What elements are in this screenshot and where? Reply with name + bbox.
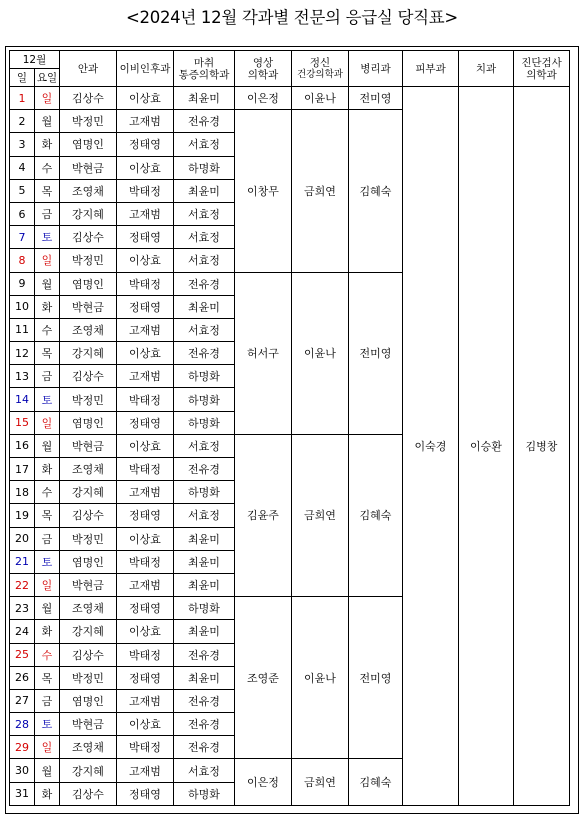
header-ophthalmology: 안과 <box>60 51 117 87</box>
ophthalmology-cell: 김상수 <box>60 365 117 388</box>
ent-cell: 이상효 <box>117 434 174 457</box>
anesthesiology-cell: 서효정 <box>174 249 235 272</box>
pathology-cell: 김혜숙 <box>349 759 403 805</box>
pathology-cell: 전미영 <box>349 272 403 434</box>
day-cell: 7 <box>10 226 35 249</box>
ent-cell: 정태영 <box>117 666 174 689</box>
roster-body <box>10 87 570 806</box>
anesthesiology-cell: 서효정 <box>174 226 235 249</box>
header-row-1 <box>10 51 570 69</box>
day-cell: 1 <box>10 87 35 110</box>
ent-cell: 이상효 <box>117 620 174 643</box>
header-radiology-line2: 의학과 <box>247 68 279 81</box>
ent-cell: 이상효 <box>117 713 174 736</box>
psych-cell: 이윤나 <box>292 597 349 759</box>
header-psychiatry <box>292 51 349 87</box>
day-cell: 28 <box>10 713 35 736</box>
day-cell: 13 <box>10 365 35 388</box>
ophthalmology-cell: 박정민 <box>60 388 117 411</box>
day-cell: 10 <box>10 295 35 318</box>
ophthalmology-cell: 염명인 <box>60 133 117 156</box>
day-cell: 11 <box>10 318 35 341</box>
anesthesiology-cell: 최윤미 <box>174 179 235 202</box>
ent-cell: 이상효 <box>117 527 174 550</box>
ent-cell: 박태정 <box>117 272 174 295</box>
weekday-cell: 일 <box>35 411 60 434</box>
anesthesiology-cell: 하명화 <box>174 411 235 434</box>
day-cell: 6 <box>10 202 35 225</box>
anesthesiology-cell: 서효정 <box>174 504 235 527</box>
weekday-cell: 월 <box>35 110 60 133</box>
header-anesthesiology-line2: 통증의학과 <box>178 68 230 81</box>
psych-cell: 금희연 <box>292 759 349 805</box>
ophthalmology-cell: 강지혜 <box>60 620 117 643</box>
header-ent: 이비인후과 <box>117 51 174 87</box>
day-cell: 29 <box>10 736 35 759</box>
ent-cell: 정태영 <box>117 133 174 156</box>
ophthalmology-cell: 김상수 <box>60 643 117 666</box>
page-title: <2024년 12월 각과별 전문의 응급실 당직표> <box>126 8 458 27</box>
ophthalmology-cell: 김상수 <box>60 504 117 527</box>
day-cell: 12 <box>10 342 35 365</box>
day-cell: 5 <box>10 179 35 202</box>
day-cell: 20 <box>10 527 35 550</box>
weekday-cell: 금 <box>35 527 60 550</box>
anesthesiology-cell: 전유경 <box>174 272 235 295</box>
weekday-cell: 일 <box>35 736 60 759</box>
psych-cell: 금희연 <box>292 110 349 272</box>
weekday-cell: 월 <box>35 272 60 295</box>
radiology-cell: 이창무 <box>235 110 292 272</box>
anesthesiology-cell: 하명화 <box>174 481 235 504</box>
day-cell: 14 <box>10 388 35 411</box>
header-pathology: 병리과 <box>349 51 403 87</box>
ent-cell: 박태정 <box>117 458 174 481</box>
ophthalmology-cell: 조영채 <box>60 597 117 620</box>
ophthalmology-cell: 염명인 <box>60 550 117 573</box>
psych-cell: 금희연 <box>292 434 349 596</box>
anesthesiology-cell: 전유경 <box>174 342 235 365</box>
psych-cell: 이윤나 <box>292 87 349 110</box>
anesthesiology-cell: 하명화 <box>174 156 235 179</box>
ent-cell: 박태정 <box>117 643 174 666</box>
weekday-cell: 금 <box>35 202 60 225</box>
weekday-cell: 일 <box>35 87 60 110</box>
roster-table <box>9 50 570 806</box>
pathology-cell: 김혜숙 <box>349 110 403 272</box>
ophthalmology-cell: 조영채 <box>60 318 117 341</box>
day-cell: 15 <box>10 411 35 434</box>
ent-cell: 고재범 <box>117 759 174 782</box>
ophthalmology-cell: 강지혜 <box>60 481 117 504</box>
weekday-cell: 일 <box>35 573 60 596</box>
ent-cell: 고재범 <box>117 318 174 341</box>
ophthalmology-cell: 박현금 <box>60 573 117 596</box>
anesthesiology-cell: 서효정 <box>174 434 235 457</box>
radiology-cell: 허서구 <box>235 272 292 434</box>
ophthalmology-cell: 박정민 <box>60 110 117 133</box>
anesthesiology-cell: 전유경 <box>174 689 235 712</box>
header-laboratory-line2: 의학과 <box>526 68 557 81</box>
ent-cell: 고재범 <box>117 689 174 712</box>
anesthesiology-cell: 최윤미 <box>174 620 235 643</box>
weekday-cell: 수 <box>35 318 60 341</box>
ent-cell: 정태영 <box>117 295 174 318</box>
anesthesiology-cell: 하명화 <box>174 388 235 411</box>
day-cell: 21 <box>10 550 35 573</box>
anesthesiology-cell: 하명화 <box>174 597 235 620</box>
anesthesiology-cell: 전유경 <box>174 713 235 736</box>
anesthesiology-cell: 최윤미 <box>174 666 235 689</box>
day-cell: 27 <box>10 689 35 712</box>
ophthalmology-cell: 염명인 <box>60 272 117 295</box>
header-radiology-line1: 영상 <box>252 56 274 69</box>
day-cell: 31 <box>10 782 35 805</box>
day-cell: 23 <box>10 597 35 620</box>
weekday-cell: 수 <box>35 643 60 666</box>
ent-cell: 고재범 <box>117 202 174 225</box>
ent-cell: 이상효 <box>117 87 174 110</box>
ent-cell: 고재범 <box>117 110 174 133</box>
roster-frame <box>5 46 579 814</box>
weekday-cell: 토 <box>35 713 60 736</box>
anesthesiology-cell: 최윤미 <box>174 527 235 550</box>
day-cell: 16 <box>10 434 35 457</box>
weekday-cell: 토 <box>35 550 60 573</box>
ophthalmology-cell: 강지혜 <box>60 342 117 365</box>
anesthesiology-cell: 최윤미 <box>174 295 235 318</box>
day-cell: 22 <box>10 573 35 596</box>
header-dermatology: 피부과 <box>403 51 459 87</box>
ophthalmology-cell: 조영채 <box>60 736 117 759</box>
ent-cell: 정태영 <box>117 411 174 434</box>
anesthesiology-cell: 최윤미 <box>174 550 235 573</box>
ophthalmology-cell: 김상수 <box>60 87 117 110</box>
weekday-cell: 화 <box>35 295 60 318</box>
ent-cell: 박태정 <box>117 550 174 573</box>
ophthalmology-cell: 강지혜 <box>60 759 117 782</box>
ent-cell: 이상효 <box>117 156 174 179</box>
ophthalmology-cell: 박정민 <box>60 666 117 689</box>
weekday-cell: 월 <box>35 597 60 620</box>
day-cell: 24 <box>10 620 35 643</box>
day-cell: 25 <box>10 643 35 666</box>
radiology-cell: 김윤주 <box>235 434 292 596</box>
anesthesiology-cell: 최윤미 <box>174 573 235 596</box>
ent-cell: 정태영 <box>117 504 174 527</box>
anesthesiology-cell: 전유경 <box>174 110 235 133</box>
header-psychiatry-line1: 정신 <box>309 56 331 69</box>
ent-cell: 고재범 <box>117 573 174 596</box>
pathology-cell: 전미영 <box>349 597 403 759</box>
ent-cell: 정태영 <box>117 226 174 249</box>
header-dentistry: 치과 <box>459 51 514 87</box>
radiology-cell: 조영준 <box>235 597 292 759</box>
header-anesthesiology <box>174 51 235 87</box>
header-laboratory-line1: 진단검사 <box>521 56 562 69</box>
header-laboratory <box>514 51 570 87</box>
weekday-cell: 월 <box>35 434 60 457</box>
pathology-cell: 전미영 <box>349 87 403 110</box>
anesthesiology-cell: 서효정 <box>174 759 235 782</box>
dermatology-cell: 이숙경 <box>403 87 459 806</box>
weekday-cell: 수 <box>35 156 60 179</box>
ent-cell: 이상효 <box>117 249 174 272</box>
day-cell: 26 <box>10 666 35 689</box>
day-cell: 8 <box>10 249 35 272</box>
ophthalmology-cell: 박정민 <box>60 249 117 272</box>
laboratory-cell: 김병창 <box>514 87 570 806</box>
radiology-cell: 이은정 <box>235 759 292 805</box>
header-day: 일 <box>10 69 35 87</box>
day-cell: 17 <box>10 458 35 481</box>
weekday-cell: 목 <box>35 666 60 689</box>
ent-cell: 고재범 <box>117 481 174 504</box>
ent-cell: 박태정 <box>117 179 174 202</box>
weekday-cell: 월 <box>35 759 60 782</box>
weekday-cell: 금 <box>35 689 60 712</box>
weekday-cell: 화 <box>35 133 60 156</box>
day-cell: 18 <box>10 481 35 504</box>
weekday-cell: 수 <box>35 481 60 504</box>
day-cell: 2 <box>10 110 35 133</box>
ophthalmology-cell: 염명인 <box>60 689 117 712</box>
psych-cell: 이윤나 <box>292 272 349 434</box>
anesthesiology-cell: 서효정 <box>174 318 235 341</box>
ophthalmology-cell: 박현금 <box>60 713 117 736</box>
ophthalmology-cell: 박정민 <box>60 527 117 550</box>
ophthalmology-cell: 김상수 <box>60 782 117 805</box>
day-cell: 19 <box>10 504 35 527</box>
day-cell: 3 <box>10 133 35 156</box>
weekday-cell: 화 <box>35 458 60 481</box>
anesthesiology-cell: 최윤미 <box>174 87 235 110</box>
weekday-cell: 토 <box>35 388 60 411</box>
weekday-cell: 목 <box>35 179 60 202</box>
header-anesthesiology-line1: 마취 <box>193 56 215 69</box>
anesthesiology-cell: 서효정 <box>174 202 235 225</box>
ophthalmology-cell: 박현금 <box>60 434 117 457</box>
ent-cell: 이상효 <box>117 342 174 365</box>
ent-cell: 정태영 <box>117 597 174 620</box>
ent-cell: 고재범 <box>117 365 174 388</box>
pathology-cell: 김혜숙 <box>349 434 403 596</box>
weekday-cell: 일 <box>35 249 60 272</box>
header-radiology <box>235 51 292 87</box>
weekday-cell: 목 <box>35 342 60 365</box>
ophthalmology-cell: 강지혜 <box>60 202 117 225</box>
weekday-cell: 목 <box>35 504 60 527</box>
weekday-cell: 금 <box>35 365 60 388</box>
ophthalmology-cell: 조영채 <box>60 458 117 481</box>
ophthalmology-cell: 조영채 <box>60 179 117 202</box>
ent-cell: 박태정 <box>117 736 174 759</box>
ophthalmology-cell: 김상수 <box>60 226 117 249</box>
radiology-cell: 이은정 <box>235 87 292 110</box>
anesthesiology-cell: 전유경 <box>174 643 235 666</box>
weekday-cell: 화 <box>35 620 60 643</box>
weekday-cell: 화 <box>35 782 60 805</box>
header-psychiatry-line2: 건강의학과 <box>297 68 343 80</box>
table-row <box>10 87 570 110</box>
day-cell: 9 <box>10 272 35 295</box>
anesthesiology-cell: 하명화 <box>174 782 235 805</box>
anesthesiology-cell: 서효정 <box>174 133 235 156</box>
day-cell: 4 <box>10 156 35 179</box>
ophthalmology-cell: 염명인 <box>60 411 117 434</box>
header-weekday: 요일 <box>35 69 60 87</box>
ent-cell: 정태영 <box>117 782 174 805</box>
anesthesiology-cell: 전유경 <box>174 736 235 759</box>
header-month: 12월 <box>10 51 60 69</box>
ophthalmology-cell: 박현금 <box>60 295 117 318</box>
weekday-cell: 토 <box>35 226 60 249</box>
ophthalmology-cell: 박현금 <box>60 156 117 179</box>
anesthesiology-cell: 하명화 <box>174 365 235 388</box>
anesthesiology-cell: 전유경 <box>174 458 235 481</box>
day-cell: 30 <box>10 759 35 782</box>
dentistry-cell: 이승환 <box>459 87 514 806</box>
ent-cell: 박태정 <box>117 388 174 411</box>
